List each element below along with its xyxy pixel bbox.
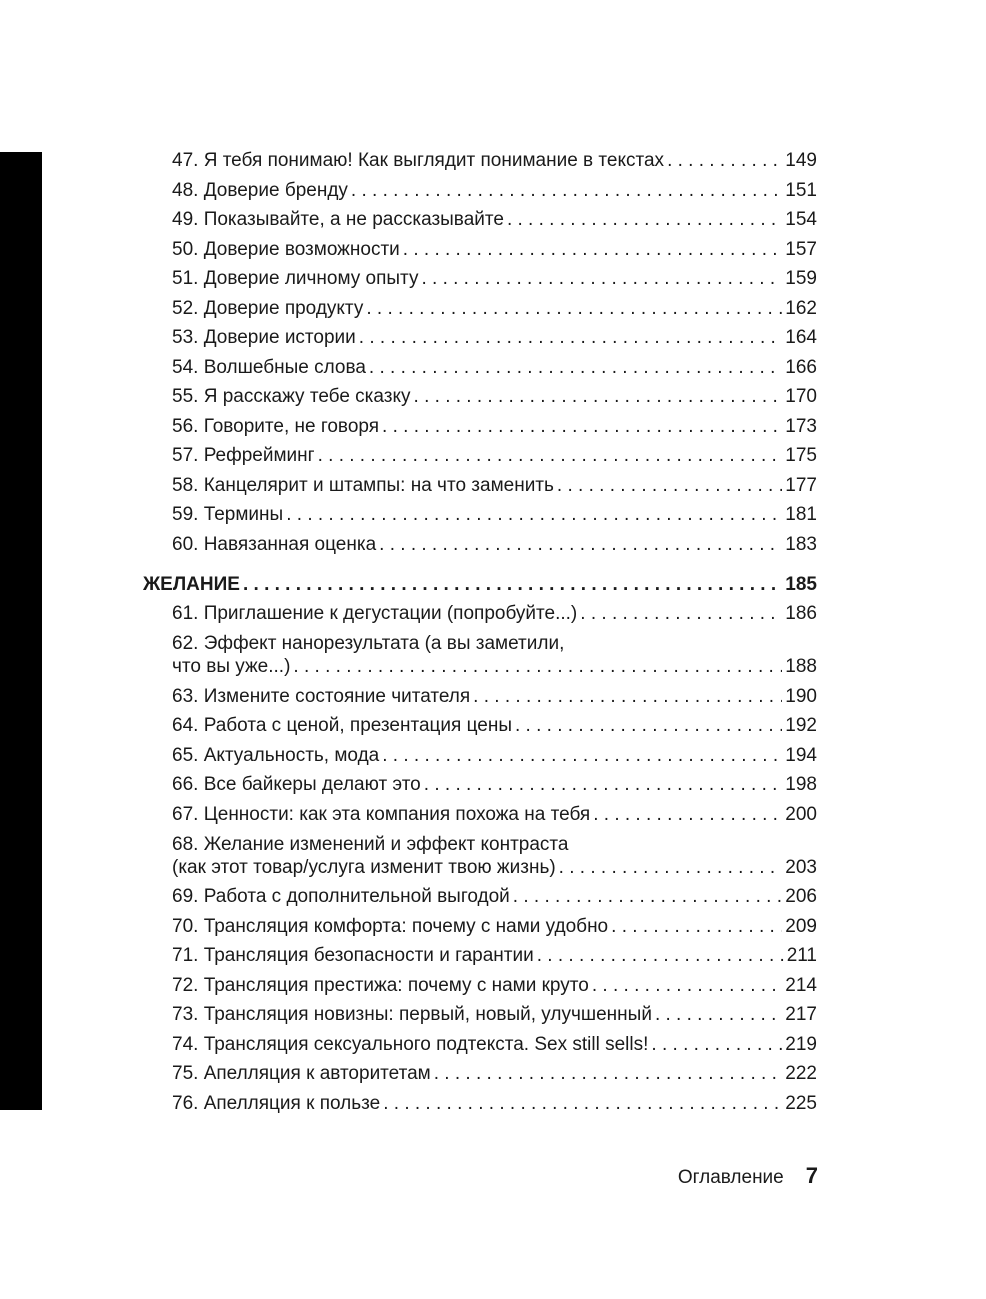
toc-entry-page: 183	[785, 533, 817, 555]
toc-entry-title: 69. Работа с дополнительной выгодой	[172, 886, 510, 908]
toc-entry-page: 192	[785, 715, 817, 737]
toc-entry-line	[172, 856, 817, 879]
toc-entry	[143, 412, 817, 442]
toc-entry-title: 48. Доверие бренду	[172, 179, 348, 201]
dot-leader	[559, 856, 783, 879]
toc-entry	[143, 353, 817, 383]
dot-leader	[414, 382, 783, 412]
toc-entry	[143, 323, 817, 353]
dot-leader	[421, 264, 782, 294]
toc-entry-page: 170	[785, 386, 817, 408]
dot-leader	[667, 146, 782, 176]
toc-entry-page: 219	[785, 1033, 817, 1055]
toc-entry	[143, 741, 817, 771]
toc-entry-page: 149	[785, 150, 817, 172]
toc-entry	[143, 441, 817, 471]
toc-entry-title: ЖЕЛАНИЕ	[143, 573, 240, 595]
dot-leader	[351, 176, 782, 206]
running-title: Оглавление	[677, 1167, 784, 1188]
toc-entry	[143, 530, 817, 560]
dot-leader	[593, 800, 782, 830]
toc-entry-page: 181	[785, 504, 817, 526]
dot-leader	[655, 1000, 782, 1030]
dot-leader	[507, 205, 782, 235]
toc-entry	[143, 971, 817, 1001]
toc-entry-title: 52. Доверие продукту	[172, 297, 364, 319]
toc-entry-page: 166	[785, 356, 817, 378]
toc-entry-page: 203	[785, 856, 817, 878]
toc-entry-page: 154	[785, 209, 817, 231]
toc-entry-title: 58. Канцелярит и штампы: на что заменить	[172, 474, 554, 496]
toc-entry	[143, 882, 817, 912]
toc-entry-page: 190	[785, 685, 817, 707]
toc-entry	[143, 1000, 817, 1030]
toc-entry	[143, 1089, 817, 1119]
dot-leader	[383, 1089, 782, 1119]
toc-entry	[143, 770, 817, 800]
toc-entry-page: 164	[785, 327, 817, 349]
toc-entry-page: 214	[785, 974, 817, 996]
toc-entry	[143, 235, 817, 265]
toc-entry	[143, 629, 817, 682]
dot-leader	[403, 235, 783, 265]
toc-entry	[143, 682, 817, 712]
toc-entry-title: 53. Доверие истории	[172, 327, 356, 349]
toc-entry-title: 47. Я тебя понимаю! Как выглядит понимание в текстах	[172, 150, 665, 172]
dot-leader	[651, 1030, 782, 1060]
toc-entry-title: 70. Трансляция комфорта: почему с нами удобно	[172, 915, 609, 937]
toc-entry-page: 175	[785, 445, 817, 467]
toc-entry	[143, 500, 817, 530]
toc-entry	[143, 146, 817, 176]
toc-entry-title: 72. Трансляция престижа: почему с нами круто	[172, 974, 589, 996]
dot-leader	[515, 711, 782, 741]
section-heading	[143, 570, 817, 600]
toc-entry-page: 222	[785, 1063, 817, 1085]
toc-entry-title: 57. Рефрейминг	[172, 445, 315, 467]
page-number: 7	[805, 1163, 818, 1188]
dot-leader	[382, 412, 782, 442]
toc-entry	[143, 205, 817, 235]
dot-leader	[382, 741, 782, 771]
toc-entry-title: 71. Трансляция безопасности и гарантии	[172, 945, 534, 967]
toc-entry	[143, 471, 817, 501]
toc-entry-title-cont: что вы уже...)	[172, 656, 291, 677]
toc-entry-title: 51. Доверие личному опыту	[172, 268, 419, 290]
table-of-contents	[143, 146, 817, 1118]
page-footer	[678, 1163, 818, 1189]
toc-entry-page: 188	[785, 656, 817, 677]
toc-entry-title: 74. Трансляция сексуального подтекста. Sex still sells!	[172, 1033, 649, 1055]
dot-leader	[537, 941, 784, 971]
toc-entry-title: 59. Термины	[172, 504, 284, 526]
toc-entry-title: 66. Все байкеры делают это	[172, 774, 421, 796]
dot-leader	[580, 599, 782, 629]
toc-entry-page: 209	[785, 915, 817, 937]
toc-entry-page: 211	[786, 945, 817, 967]
toc-entry	[143, 941, 817, 971]
dot-leader	[286, 500, 782, 530]
dot-leader	[318, 441, 783, 471]
toc-entry-page: 217	[785, 1004, 817, 1026]
toc-entry-title: 63. Измените состояние читателя	[172, 685, 471, 707]
dot-leader	[473, 682, 782, 712]
toc-entry-page: 194	[785, 744, 817, 766]
toc-entry-title: 76. Апелляция к пользе	[172, 1092, 381, 1114]
toc-entry-title: 64. Работа с ценой, презентация цены	[172, 715, 512, 737]
toc-entry	[143, 829, 817, 882]
toc-entry-title-cont: (как этот товар/услуга изменит твою жизнь)	[172, 856, 556, 878]
toc-entry	[143, 711, 817, 741]
toc-entry-title: 55. Я расскажу тебе сказку	[172, 386, 411, 408]
toc-entry-page: 151	[785, 179, 817, 201]
toc-entry	[143, 264, 817, 294]
dot-leader	[424, 770, 783, 800]
dot-leader	[366, 294, 782, 324]
toc-entry-page: 200	[785, 803, 817, 825]
dot-leader	[293, 655, 782, 678]
toc-entry-page: 162	[785, 297, 817, 319]
dot-leader	[379, 530, 782, 560]
dot-leader	[557, 471, 782, 501]
dot-leader	[592, 971, 782, 1001]
toc-entry-title: 73. Трансляция новизны: первый, новый, улучшенный	[172, 1004, 652, 1026]
toc-entry	[143, 1030, 817, 1060]
toc-entry	[143, 599, 817, 629]
toc-entry-page: 177	[785, 474, 817, 496]
toc-entry	[143, 294, 817, 324]
toc-entry	[143, 912, 817, 942]
toc-entry	[143, 1059, 817, 1089]
toc-entry-page: 206	[785, 886, 817, 908]
toc-entry-title: 75. Апелляция к авторитетам	[172, 1063, 431, 1085]
toc-entry	[143, 176, 817, 206]
toc-entry-page: 185	[785, 573, 817, 595]
toc-entry	[143, 800, 817, 830]
dot-leader	[611, 912, 782, 942]
toc-entry-title: 62. Эффект нанорезультата (а вы заметили,	[172, 633, 565, 654]
dot-leader	[359, 323, 783, 353]
toc-entry-title: 61. Приглашение к дегустации (попробуйте...)	[172, 603, 578, 625]
toc-entry-page: 186	[785, 603, 817, 625]
toc-entry-page: 159	[785, 268, 817, 290]
toc-entry-title: 65. Актуальность, мода	[172, 744, 380, 766]
toc-entry-title: 68. Желание изменений и эффект контраста	[172, 833, 569, 855]
toc-entry-title: 50. Доверие возможности	[172, 238, 400, 260]
dot-leader	[513, 882, 783, 912]
toc-entry-title: 56. Говорите, не говоря	[172, 415, 380, 437]
toc-entry-title: 67. Ценности: как эта компания похожа на тебя	[172, 803, 591, 825]
dot-leader	[243, 570, 782, 600]
toc-entry-page: 198	[785, 774, 817, 796]
toc-entry-title: 54. Волшебные слова	[172, 356, 366, 378]
toc-entry-page: 173	[785, 415, 817, 437]
toc-entry-title: 49. Показывайте, а не рассказывайте	[172, 209, 504, 231]
toc-entry	[143, 382, 817, 412]
side-bar	[0, 152, 42, 1110]
toc-entry-title: 60. Навязанная оценка	[172, 533, 377, 555]
toc-entry-page: 225	[785, 1092, 817, 1114]
dot-leader	[369, 353, 782, 383]
dot-leader	[434, 1059, 783, 1089]
toc-entry-page: 157	[785, 238, 817, 260]
toc-entry-line	[172, 655, 817, 678]
